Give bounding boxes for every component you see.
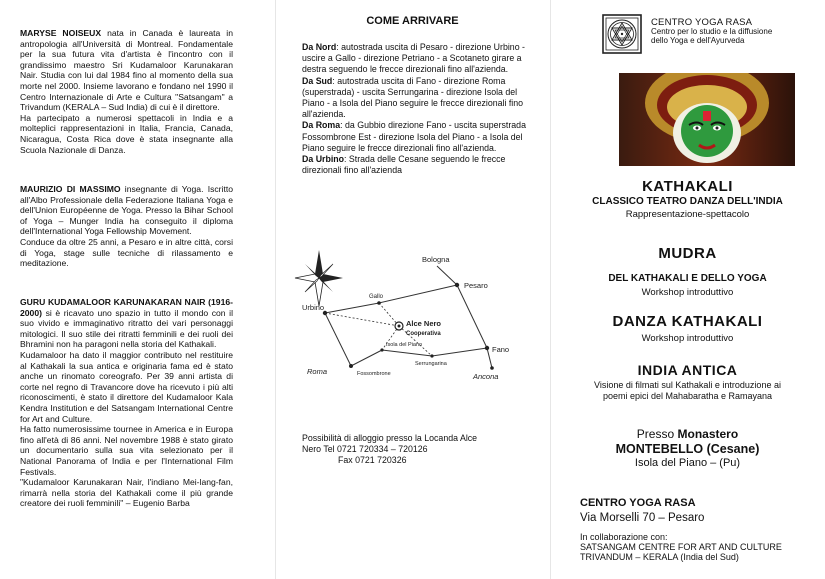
secondary-roads — [325, 303, 432, 356]
bio-name: GURU KUDAMALOOR KARUNAKARAN NAIR (1916-2000) — [20, 297, 233, 318]
kathakali-dancer-photo — [619, 73, 795, 166]
direction-text: : da Gubbio direzione Fano - uscita superstrada Fossombrone Est - direzione Isola del Piano - a Isola del Piano seguire le frecce direzionali fino all'azienda. — [302, 120, 526, 153]
event-subtitle: CLASSICO TEATRO DANZA DELL'INDIA — [592, 196, 783, 207]
map-labels — [302, 255, 509, 381]
map-label: Gallo — [369, 294, 384, 300]
route-map — [287, 238, 537, 398]
bio-text: Conduce da oltre 25 anni, a Pesaro e in altre città, corsi di Yoga, stage sulle tecniche di rilassamento e meditazione. — [20, 236, 233, 269]
lodging-info — [302, 433, 527, 466]
org-name: CENTRO YOGA RASA — [580, 497, 696, 509]
map-label: Isola del Piano — [386, 342, 423, 348]
bio-text: Ha partecipato a numerosi spettacoli in India e a molteplici rappresentazioni in Italia, Francia, Canada, Nicaragua, Costa Rica dove è stata insegnante alla Scuola Nazionale di Danza. — [20, 112, 233, 155]
direction-from: Da Nord — [302, 42, 337, 52]
event-title: MUDRA — [658, 245, 717, 262]
bio-text: insegnante di Yoga. Iscritto all'Albo Professionale della Federazione Italiana Yoga e dell'Union Européenne de Yoga. Presso la Bihar School of Yoga – Munger India ha conseguito il diploma dell'International Yoga Fellowship Movement. — [20, 184, 233, 237]
direction-text: : Strada delle Cesane seguendo le frecce direzionali fino all'azienda — [302, 154, 506, 176]
bio-text: nata in Canada è laureata in antropologia all'Università di Montreal. Fondamentale per la sua futura vita d'artista è l'incontro con il grandissimo maestro Sri Kudamaloor Karunakaran Nair. Studia con lui dal 1984 fino al momento della sua morte nel 2000. Insieme lavorano e fondano nel 1990 il Centro Internazionale di Arte e Cultura "Satsangam" a Trivandum (KERALA – Sud India) di cui è il direttore. — [20, 28, 233, 113]
map-label: Ancona — [473, 372, 499, 381]
directions-column — [275, 0, 550, 579]
event-note: Workshop introduttivo — [641, 287, 734, 298]
sri-yantra-logo-icon — [600, 12, 644, 56]
collab-label: In collaborazione con: — [580, 532, 668, 542]
event-title: KATHAKALI — [642, 178, 733, 195]
direction-from: Da Urbino — [302, 154, 345, 165]
directions — [302, 15, 530, 176]
bio-text: si è ricavato uno spazio in tutto il mondo con il suo vivido e immaginativo ritratto dei vari personaggi mitologici. Il suo stile dei ritratti femminili e dei ruoli dei Bhramini non ha paragoni nella storia del Kathakali. — [20, 307, 233, 350]
biographies-column — [0, 0, 275, 579]
map-label: Alce Nero — [406, 319, 442, 328]
bio-text: Kudamaloor ha dato il maggior contributo nel restituire al Kathakali la sua antica e originaria fama ed è stato anche un rinomato coreografo. Per 39 anni artista di corte nel regno di Travancore dove ha ricevuto i più alti riconoscimenti, è stato il direttore del Kudamaloor Kala Kendra Institution e del Satsangam International Centre for Art and Culture. — [20, 349, 233, 424]
lodging-line: Possibilità di alloggio presso la Locanda Alce — [302, 433, 478, 443]
directions-heading: COME ARRIVARE — [366, 15, 459, 27]
map-label: Urbino — [302, 303, 325, 312]
partner-location: TRIVANDUM – KERALA (India del Sud) — [580, 552, 739, 562]
bio-name: MAURIZIO DI MASSIMO — [20, 184, 121, 194]
map-label: Roma — [307, 367, 328, 376]
event-note: Rappresentazione-spettacolo — [625, 209, 750, 220]
event-note: Workshop introduttivo — [641, 333, 734, 344]
partner-name: SATSANGAM CENTRE FOR ART AND CULTURE — [580, 542, 782, 552]
bio-maryse — [20, 28, 233, 155]
direction-from: Da Roma — [302, 120, 341, 131]
map-label: Serrungarina — [415, 361, 447, 367]
lodging-fax: Fax 0721 720326 — [338, 455, 407, 465]
direction-text: : autostrada uscita di Fano - direzione Roma (superstrada) - uscita Serrungarina - direzione Isola del Piano - a Isola del Piano seguire le frecce direzionali fino all'azienda. — [302, 75, 524, 120]
map-label: Cooperativa — [406, 331, 441, 337]
org-street: Via Morselli 70 – Pesaro — [580, 512, 705, 524]
bio-name: MARYSE NOISEUX — [20, 28, 102, 38]
map-label: Bologna — [422, 255, 450, 264]
event-title: INDIA ANTICA — [637, 362, 738, 378]
direction-from: Da Sud — [302, 75, 333, 86]
venue-place: Isola del Piano – (Pu) — [634, 457, 741, 469]
event-title: DANZA KATHAKALI — [612, 313, 763, 330]
bio-guru — [20, 297, 233, 509]
event-note: Visione di filmati sul Kathakali e introduzione ai — [594, 380, 781, 390]
venue-presso: Presso — [636, 427, 675, 441]
lodging-phone: Nero Tel 0721 720334 – 720126 — [302, 444, 428, 454]
logo-text — [651, 18, 772, 45]
direction-text: : autostrada uscita di Pesaro - direzione Urbino - uscire a Gallo - direzione Petriano - a Scotaneto girare a destra seguendo le frecce direzionali fino all'azienda. — [302, 42, 525, 75]
logo-tagline: Centro per lo studio e la diffusione — [651, 27, 773, 36]
cover-column — [550, 0, 825, 579]
compass-rose-icon — [295, 250, 343, 306]
map-label: Fossombrone — [357, 371, 391, 377]
venue-line1 — [550, 427, 825, 441]
bio-text: Ha fatto numerosissime tournee in America e in Europa fino all'età di 86 anni. Nel novembre 1988 è stato girato un documentario sulla sua vita selezionato per il National Panorama of India e per l'International Film Festivals. — [20, 424, 233, 477]
logo-title: CENTRO YOGA RASA — [651, 17, 753, 28]
map-label: Fano — [492, 345, 510, 354]
event-subtitle: DEL KATHAKALI E DELLO YOGA — [608, 273, 767, 284]
bio-quote: "Kudamaloor Karunakaran Nair, l'indiano Mei-lang-fan, rimarrà nella storia del Kathakali come il più grande creatore dei ruoli femminili" – Eugenio Barba — [20, 477, 233, 509]
map-label: Pesaro — [464, 281, 488, 290]
venue-monastero: Monastero — [677, 427, 739, 441]
event-note: poemi epici del Mahabaratha e Ramayana — [602, 391, 773, 401]
venue-name: MONTEBELLO (Cesane) — [615, 442, 760, 456]
logo-tagline: dello Yoga e dell'Ayurveda — [651, 36, 745, 45]
bio-maurizio — [20, 184, 233, 269]
